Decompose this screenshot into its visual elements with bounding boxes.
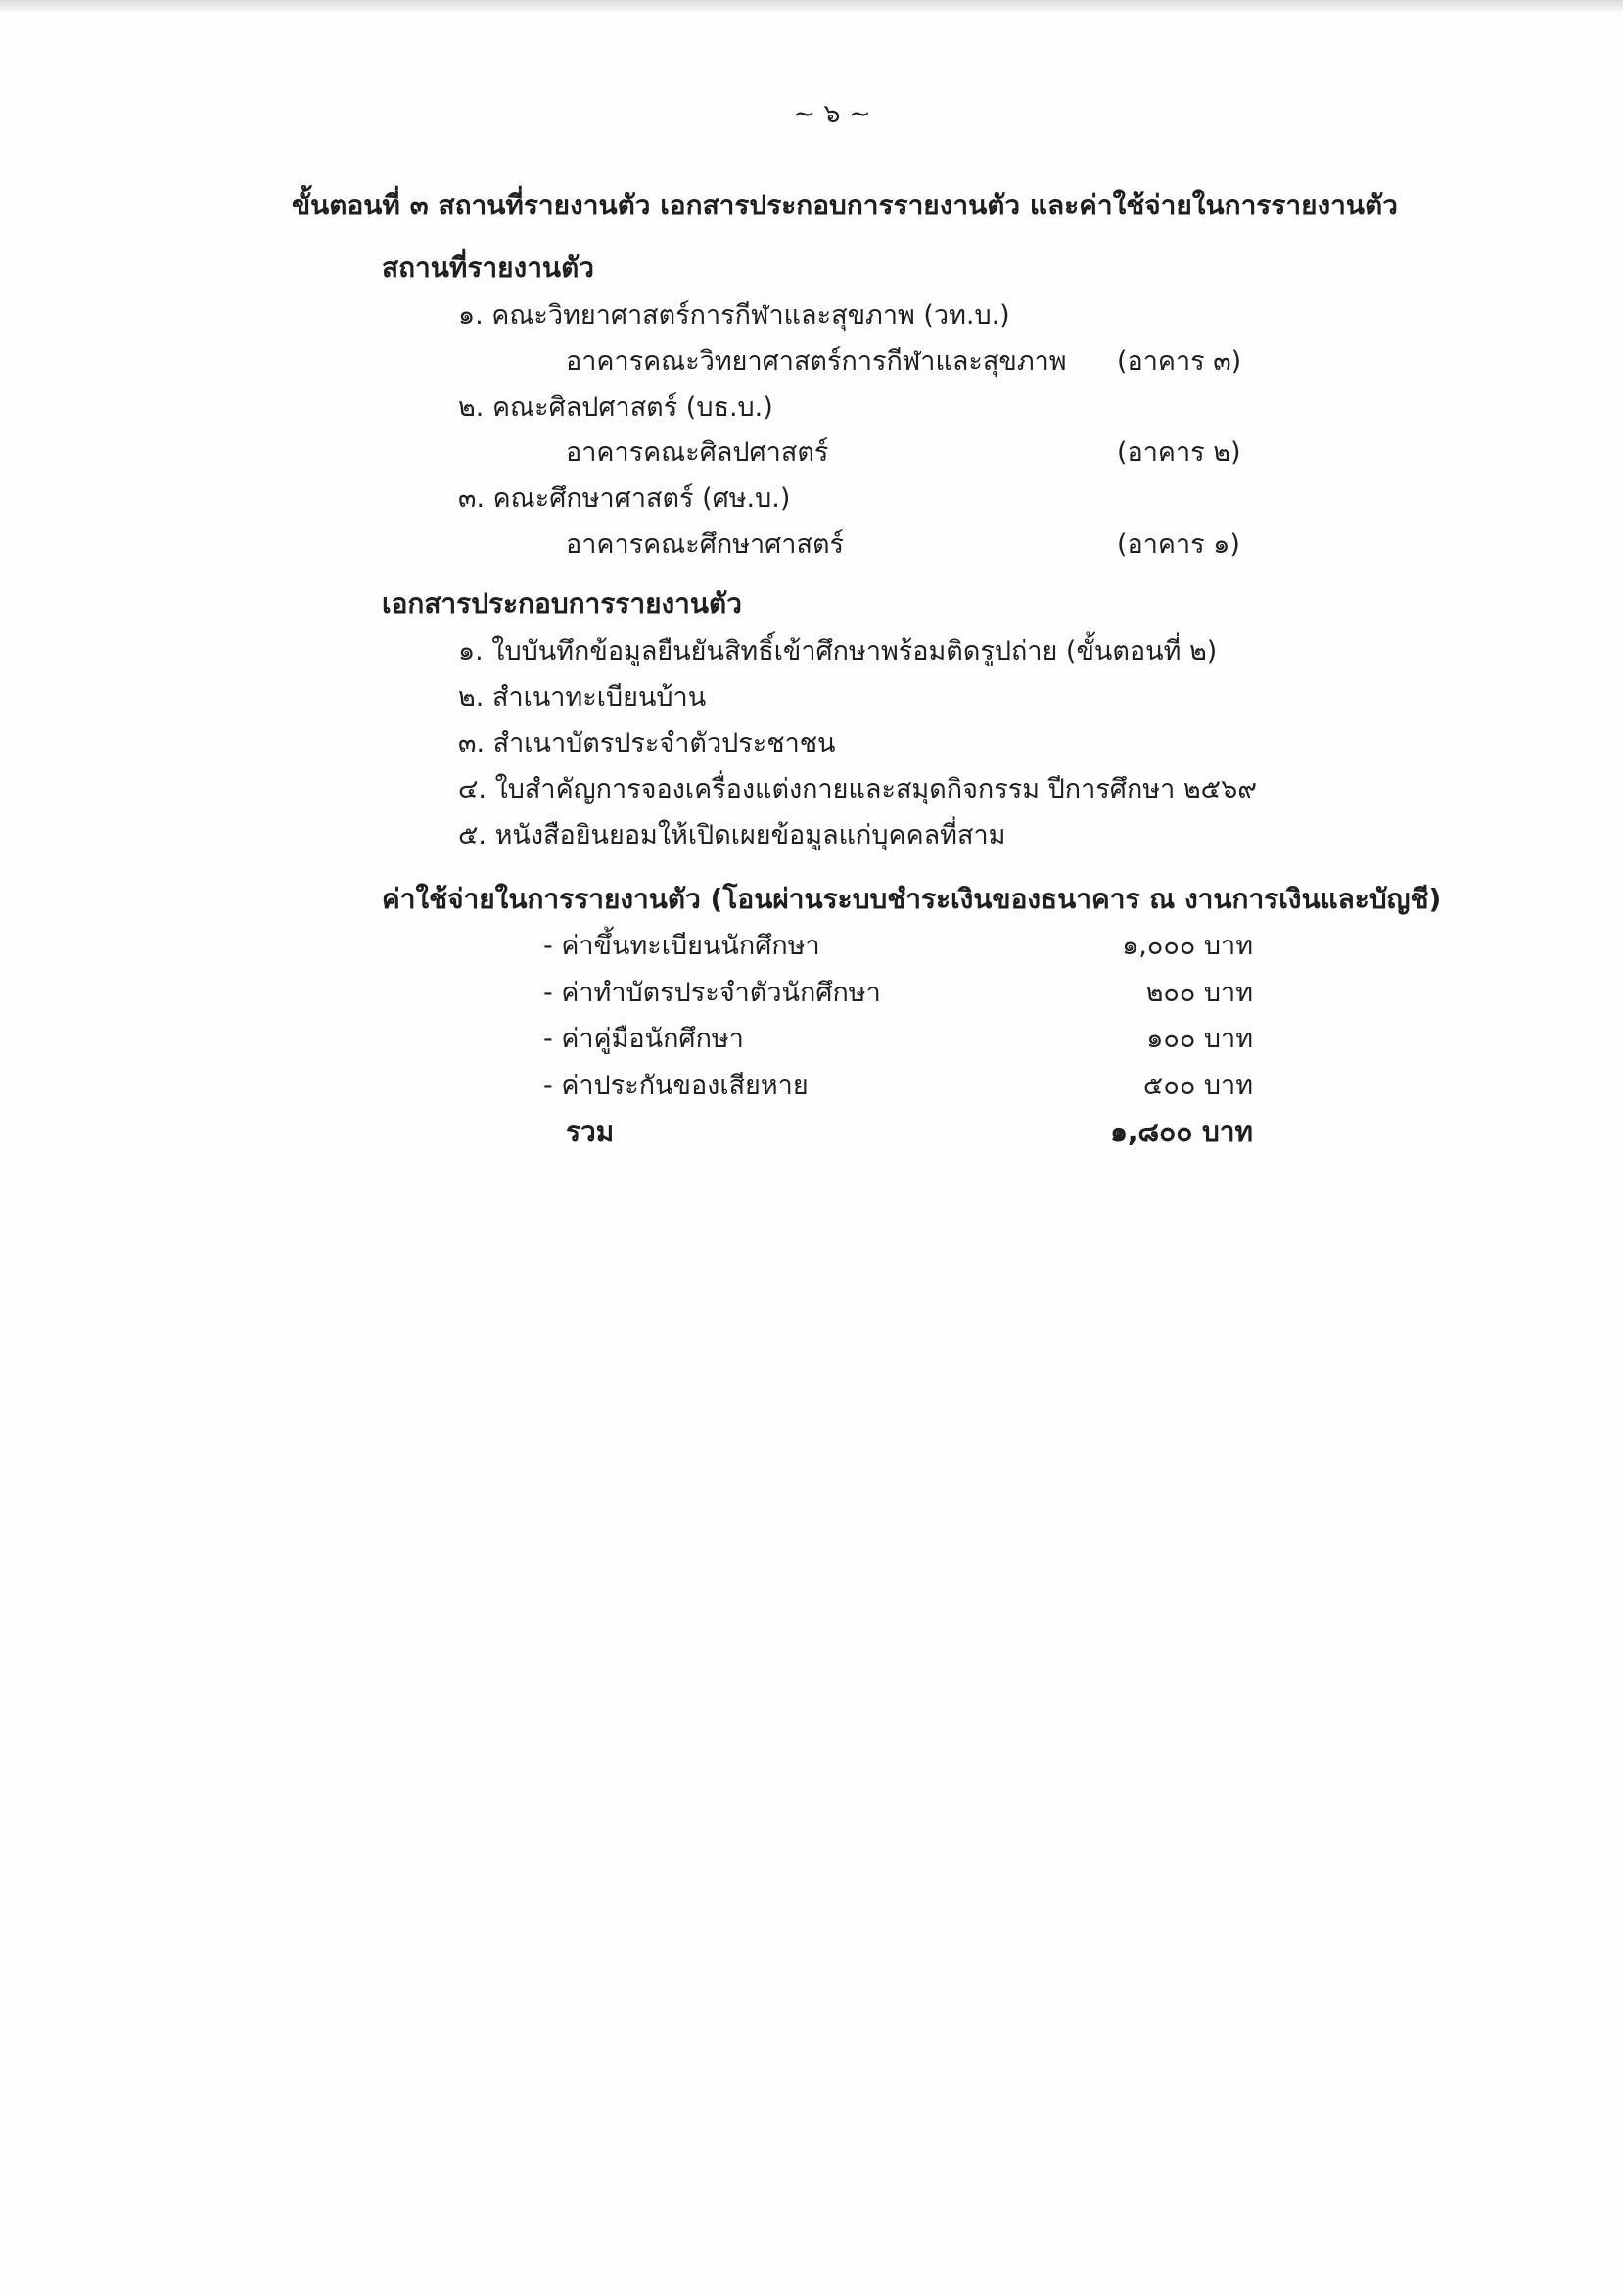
location-building-2: อาคารคณะศิลปศาสตร์ [566,437,829,468]
expense-label-4: - ค่าประกันของเสียหาย [543,1071,809,1101]
expenses-heading: ค่าใช้จ่ายในการรายงานตัว (โอนผ่านระบบชำระเงินของธนาคาร ณ งานการเงินและบัญชี) [382,883,1442,915]
documents-heading: เอกสารประกอบการรายงานตัว [382,587,742,620]
location-faculty-3: ๓. คณะศึกษาศาสตร์ (ศษ.บ.) [458,483,791,514]
location-building-no-3: (อาคาร ๑) [1117,529,1240,560]
expense-amount-1: ๑,๐๐๐ บาท [1122,931,1253,961]
document-item-3: ๓. สำเนาบัตรประจำตัวประชาชน [458,728,836,758]
location-building-no-1: (อาคาร ๓) [1117,346,1242,377]
location-building-1: อาคารคณะวิทยาศาสตร์การกีฬาและสุขภาพ [566,346,1067,377]
location-building-3: อาคารคณะศึกษาศาสตร์ [566,529,844,560]
document-item-4: ๔. ใบสำคัญการจองเครื่องแต่งกายและสมุดกิจกรรม ปีการศึกษา ๒๕๖๙ [458,774,1257,804]
document-item-2: ๒. สำเนาทะเบียนบ้าน [458,682,707,712]
location-building-no-2: (อาคาร ๒) [1117,437,1241,468]
expense-total-amount: ๑,๘๐๐ บาท [1110,1116,1253,1148]
document-item-1: ๑. ใบบันทึกข้อมูลยืนยันสิทธิ์เข้าศึกษาพร้อมติดรูปถ่าย (ขั้นตอนที่ ๒) [458,636,1218,666]
expense-amount-3: ๑๐๐ บาท [1146,1024,1253,1054]
expense-label-3: - ค่าคู่มือนักศึกษา [543,1024,744,1054]
expense-amount-4: ๕๐๐ บาท [1142,1071,1253,1101]
expense-total-label: รวม [566,1116,615,1148]
step-heading: ขั้นตอนที่ ๓ สถานที่รายงานตัว เอกสารประกอบการรายงานตัว และค่าใช้จ่ายในการรายงานตัว [292,189,1398,221]
location-faculty-1: ๑. คณะวิทยาศาสตร์การกีฬาและสุขภาพ (วท.บ.) [458,300,1010,331]
location-faculty-2: ๒. คณะศิลปศาสตร์ (บธ.บ.) [458,392,773,423]
page-number: ~ ๖ ~ [793,99,871,129]
expense-label-1: - ค่าขึ้นทะเบียนนักศึกษา [543,931,820,961]
locations-heading: สถานที่รายงานตัว [382,252,594,284]
expense-amount-2: ๒๐๐ บาท [1145,978,1253,1008]
document-item-5: ๕. หนังสือยินยอมให้เปิดเผยข้อมูลแก่บุคคลที่สาม [458,820,1006,850]
scan-edge-shadow [0,0,1623,14]
expense-label-2: - ค่าทำบัตรประจำตัวนักศึกษา [543,978,881,1008]
